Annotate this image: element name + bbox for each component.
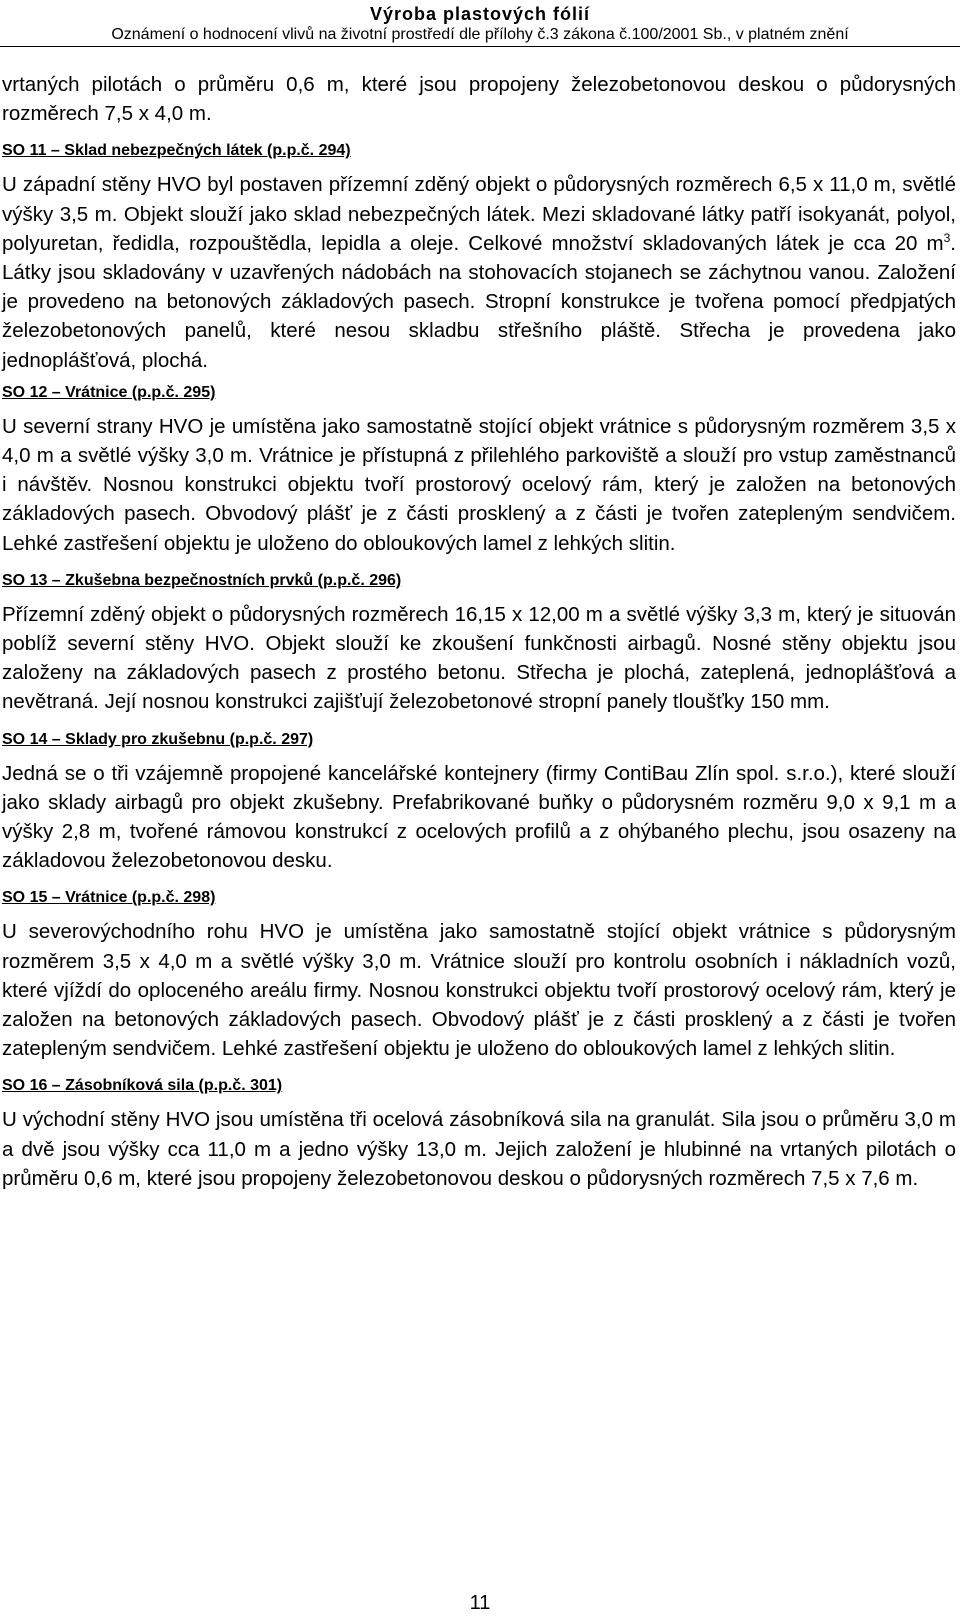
intro-paragraph: vrtaných pilotách o průměru 0,6 m, které jsou propojeny železobetonovou deskou o půdorysných rozměrech 7,5 x 4,0 m. bbox=[2, 73, 956, 126]
so14-paragraph: Jedná se o tři vzájemně propojené kancelářské kontejnery (firmy ContiBau Zlín spol. s.r.o.), které slouží jako sklady airbagů pro objekt zkušebny. Prefabrikované buňky o půdorysném rozměru 9,0 x 9,1 m a výšky 2,8 m, tvořené rámovou konstrukcí z ocelových profilů a z ohýbaného plechu, jsou osazeny na základovou železobetonovou desku. bbox=[2, 761, 956, 873]
so11-superscript: 3 bbox=[943, 230, 951, 245]
document-title: Výroba plastových fólií bbox=[369, 4, 591, 24]
so12-heading: SO 12 – Vrátnice (p.p.č. 295) bbox=[2, 383, 216, 401]
so14-heading: SO 14 – Sklady pro zkušebnu (p.p.č. 297) bbox=[2, 730, 314, 748]
so15-paragraph: U severovýchodního rohu HVO je umístěna jako samostatně stojící objekt vrátnice s půdorysným rozměrem 3,5 x 4,0 m a světlé výšky 3,0 m. Vrátnice slouží pro kontrolu osobních i nákladních vozů, které vjíždí do oploceného areálu firmy. Nosnou konstrukci objektu tvoří prostorový ocelový rám, který je založen na betonových základových pasech. Obvodový plášť je z části prosklený a z části je tvořen zatepleným sendvičem. Lehké zastřešení objektu je uloženo do obloukových lamel z lehkých slitin. bbox=[2, 920, 956, 1061]
so12-paragraph: U severní strany HVO je umístěna jako samostatně stojící objekt vrátnice s půdorysným rozměrem 3,5 x 4,0 m a světlé výšky 3,0 m. Vrátnice je přístupná z přilehlého parkoviště a slouží pro vstup zaměstnanců i návštěv. Nosnou konstrukci objektu tvoří prostorový ocelový rám, který je založen na betonových základových pasech. Obvodový plášť je z části prosklený a z části je tvořen zatepleným sendvičem. Lehké zastřešení objektu je uloženo do obloukových lamel z lehkých slitin. bbox=[2, 414, 956, 555]
so11-heading: SO 11 – Sklad nebezpečných látek (p.p.č. 294) bbox=[2, 142, 351, 160]
so11-text-a: U západní stěny HVO byl postaven přízemní zděný objekt o půdorysných rozměrech 6,5 x 11,0 m, světlé výšky 3,5 m. Objekt slouží jako sklad nebezpečných látek. Mezi skladované látky patří isokyanát, polyol, polyuretan, ředidla, rozpouštědla, lepidla a oleje. Celkové množství skladovaných látek je cca 20 m bbox=[2, 173, 956, 255]
document-subtitle: Oznámení o hodnocení vlivů na životní prostředí dle přílohy č.3 zákona č.100/2001 Sb., v platném znění bbox=[111, 26, 849, 43]
so13-heading: SO 13 – Zkušebna bezpečnostních prvků (p.p.č. 296) bbox=[2, 571, 402, 589]
page-body bbox=[2, 70, 956, 1193]
so11-text-b: . Látky jsou skladovány v uzavřených nádobách na stohovacích stojanech se záchytnou vanou. Založení je provedeno na betonových základových pasech. Stropní konstrukce je tvořena pomocí předpjatých železobetonových panelů, které nesou skladbu střešního pláště. Střecha je provedena jako jednoplášťová, plochá. bbox=[2, 231, 956, 372]
page-header bbox=[0, 0, 960, 45]
so11-paragraph bbox=[2, 170, 956, 374]
so16-paragraph: U východní stěny HVO jsou umístěna tři ocelová zásobníková sila na granulát. Sila jsou o průměru 3,0 m a dvě jsou výšky cca 11,0 m a jedno výšky 13,0 m. Jejich založení je hlubinné na vrtaných pilotách o průměru 0,6 m, které jsou propojeny železobetonovou deskou o půdorysných rozměrech 7,5 x 7,6 m. bbox=[2, 1108, 956, 1190]
so16-heading: SO 16 – Zásobníková sila (p.p.č. 301) bbox=[2, 1077, 283, 1095]
so15-heading: SO 15 – Vrátnice (p.p.č. 298) bbox=[2, 889, 216, 907]
so13-paragraph: Přízemní zděný objekt o půdorysných rozměrech 16,15 x 12,00 m a světlé výšky 3,3 m, který je situován poblíž severní stěny HVO. Objekt slouží ke zkoušení funkčnosti airbagů. Nosné stěny objektu jsou založeny na základových pasech z prostého betonu. Střecha je plochá, zateplená, jednoplášťová a nevětraná. Její nosnou konstrukci zajišťují železobetonové stropní panely tloušťky 150 mm. bbox=[2, 602, 956, 714]
page-number: 11 bbox=[469, 1592, 491, 1614]
header-divider bbox=[0, 46, 960, 47]
